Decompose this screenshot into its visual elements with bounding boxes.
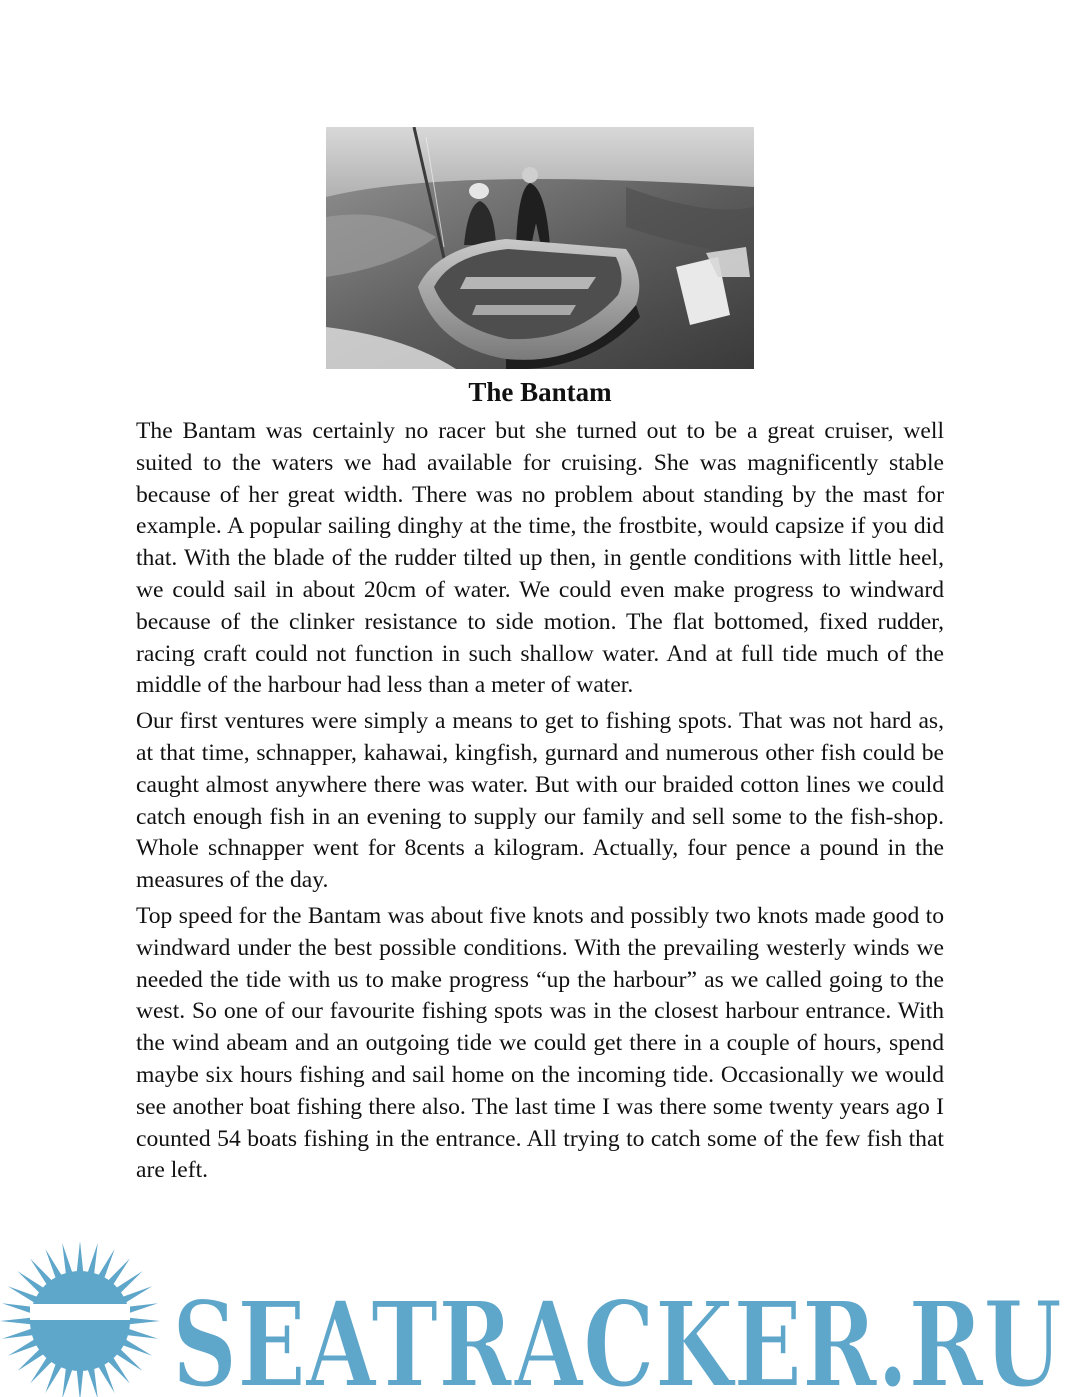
sun-ray bbox=[76, 1241, 83, 1275]
sun-ray bbox=[8, 1338, 40, 1356]
sun-ray bbox=[62, 1243, 73, 1277]
paragraph: The Bantam was certainly no racer but she turned out to be a great cruiser, well suited to the waters we had available for cruising. She was magnificently stable because of her great width. There was no problem about standing by the mast for example. A popular sailing dinghy at the time, the frostbite, would capsize if you did that. With the blade of the rudder tilted up then, in gentle conditions with little heel, we could sail in about 20cm of water. We could even make progress to windward because of the clinker resistance to side motion. The flat bottomed, fixed rudder, racing craft could not function in such shallow water. And at full tide much of the middle of the harbour had less than a meter of water. bbox=[136, 418, 944, 699]
sun-ray bbox=[126, 1317, 160, 1324]
head-right bbox=[522, 167, 538, 183]
article-body bbox=[136, 416, 944, 1191]
figure-caption: The Bantam bbox=[468, 377, 612, 407]
sun-ray bbox=[45, 1361, 63, 1393]
sun-ray bbox=[124, 1328, 158, 1339]
watermark-text: SEATRACKER.RU bbox=[172, 1275, 1062, 1397]
paragraph: Top speed for the Bantam was about five knots and possibly two knots made good to windward under the best possible conditions. With the prevailing westerly winds we needed the tide with us to make progress “up the harbour” as we called going to the west. So one of our favourite fishing spots was in the closest harbour entrance. With the wind abeam and an outgoing tide we could get there in a couple of hours, spend maybe six hours fishing and sail home on the incoming tide. Occasionally we would see another boat fishing there also. The last time I was there some twenty years ago I counted 54 boats fishing in the entrance. All trying to catch some of the few fish that are left. bbox=[136, 902, 944, 1184]
sun-ray bbox=[0, 1317, 34, 1324]
seatracker-watermark bbox=[0, 1238, 1080, 1397]
hat bbox=[469, 183, 489, 199]
sun-ray bbox=[97, 1249, 115, 1281]
sun-ray bbox=[120, 1286, 152, 1304]
sun-icon bbox=[0, 1241, 160, 1397]
sun-ray bbox=[62, 1365, 73, 1397]
sun-ray bbox=[76, 1367, 83, 1397]
sun-ray bbox=[8, 1286, 40, 1304]
sun-ray bbox=[97, 1361, 115, 1393]
sun-ray bbox=[87, 1243, 98, 1277]
sun-ray bbox=[87, 1365, 98, 1397]
sun-horizon bbox=[30, 1304, 130, 1320]
sun-ray bbox=[120, 1338, 152, 1356]
bantam-photo bbox=[326, 127, 754, 369]
sun-ray bbox=[2, 1328, 36, 1339]
sun-ray bbox=[45, 1249, 63, 1281]
paragraph: Our first ventures were simply a means to get to fishing spots. That was not hard as, at that time, schnapper, kahawai, kingfish, gurnard and numerous other fish could be caught almost anywhere there was water. But with our braided cotton lines we could catch enough fish in an evening to supply our family and sell some to the fish-shop. Whole schnapper went for 8cents a kilogram. Actually, four pence a pound in the measures of the day. bbox=[136, 708, 944, 894]
